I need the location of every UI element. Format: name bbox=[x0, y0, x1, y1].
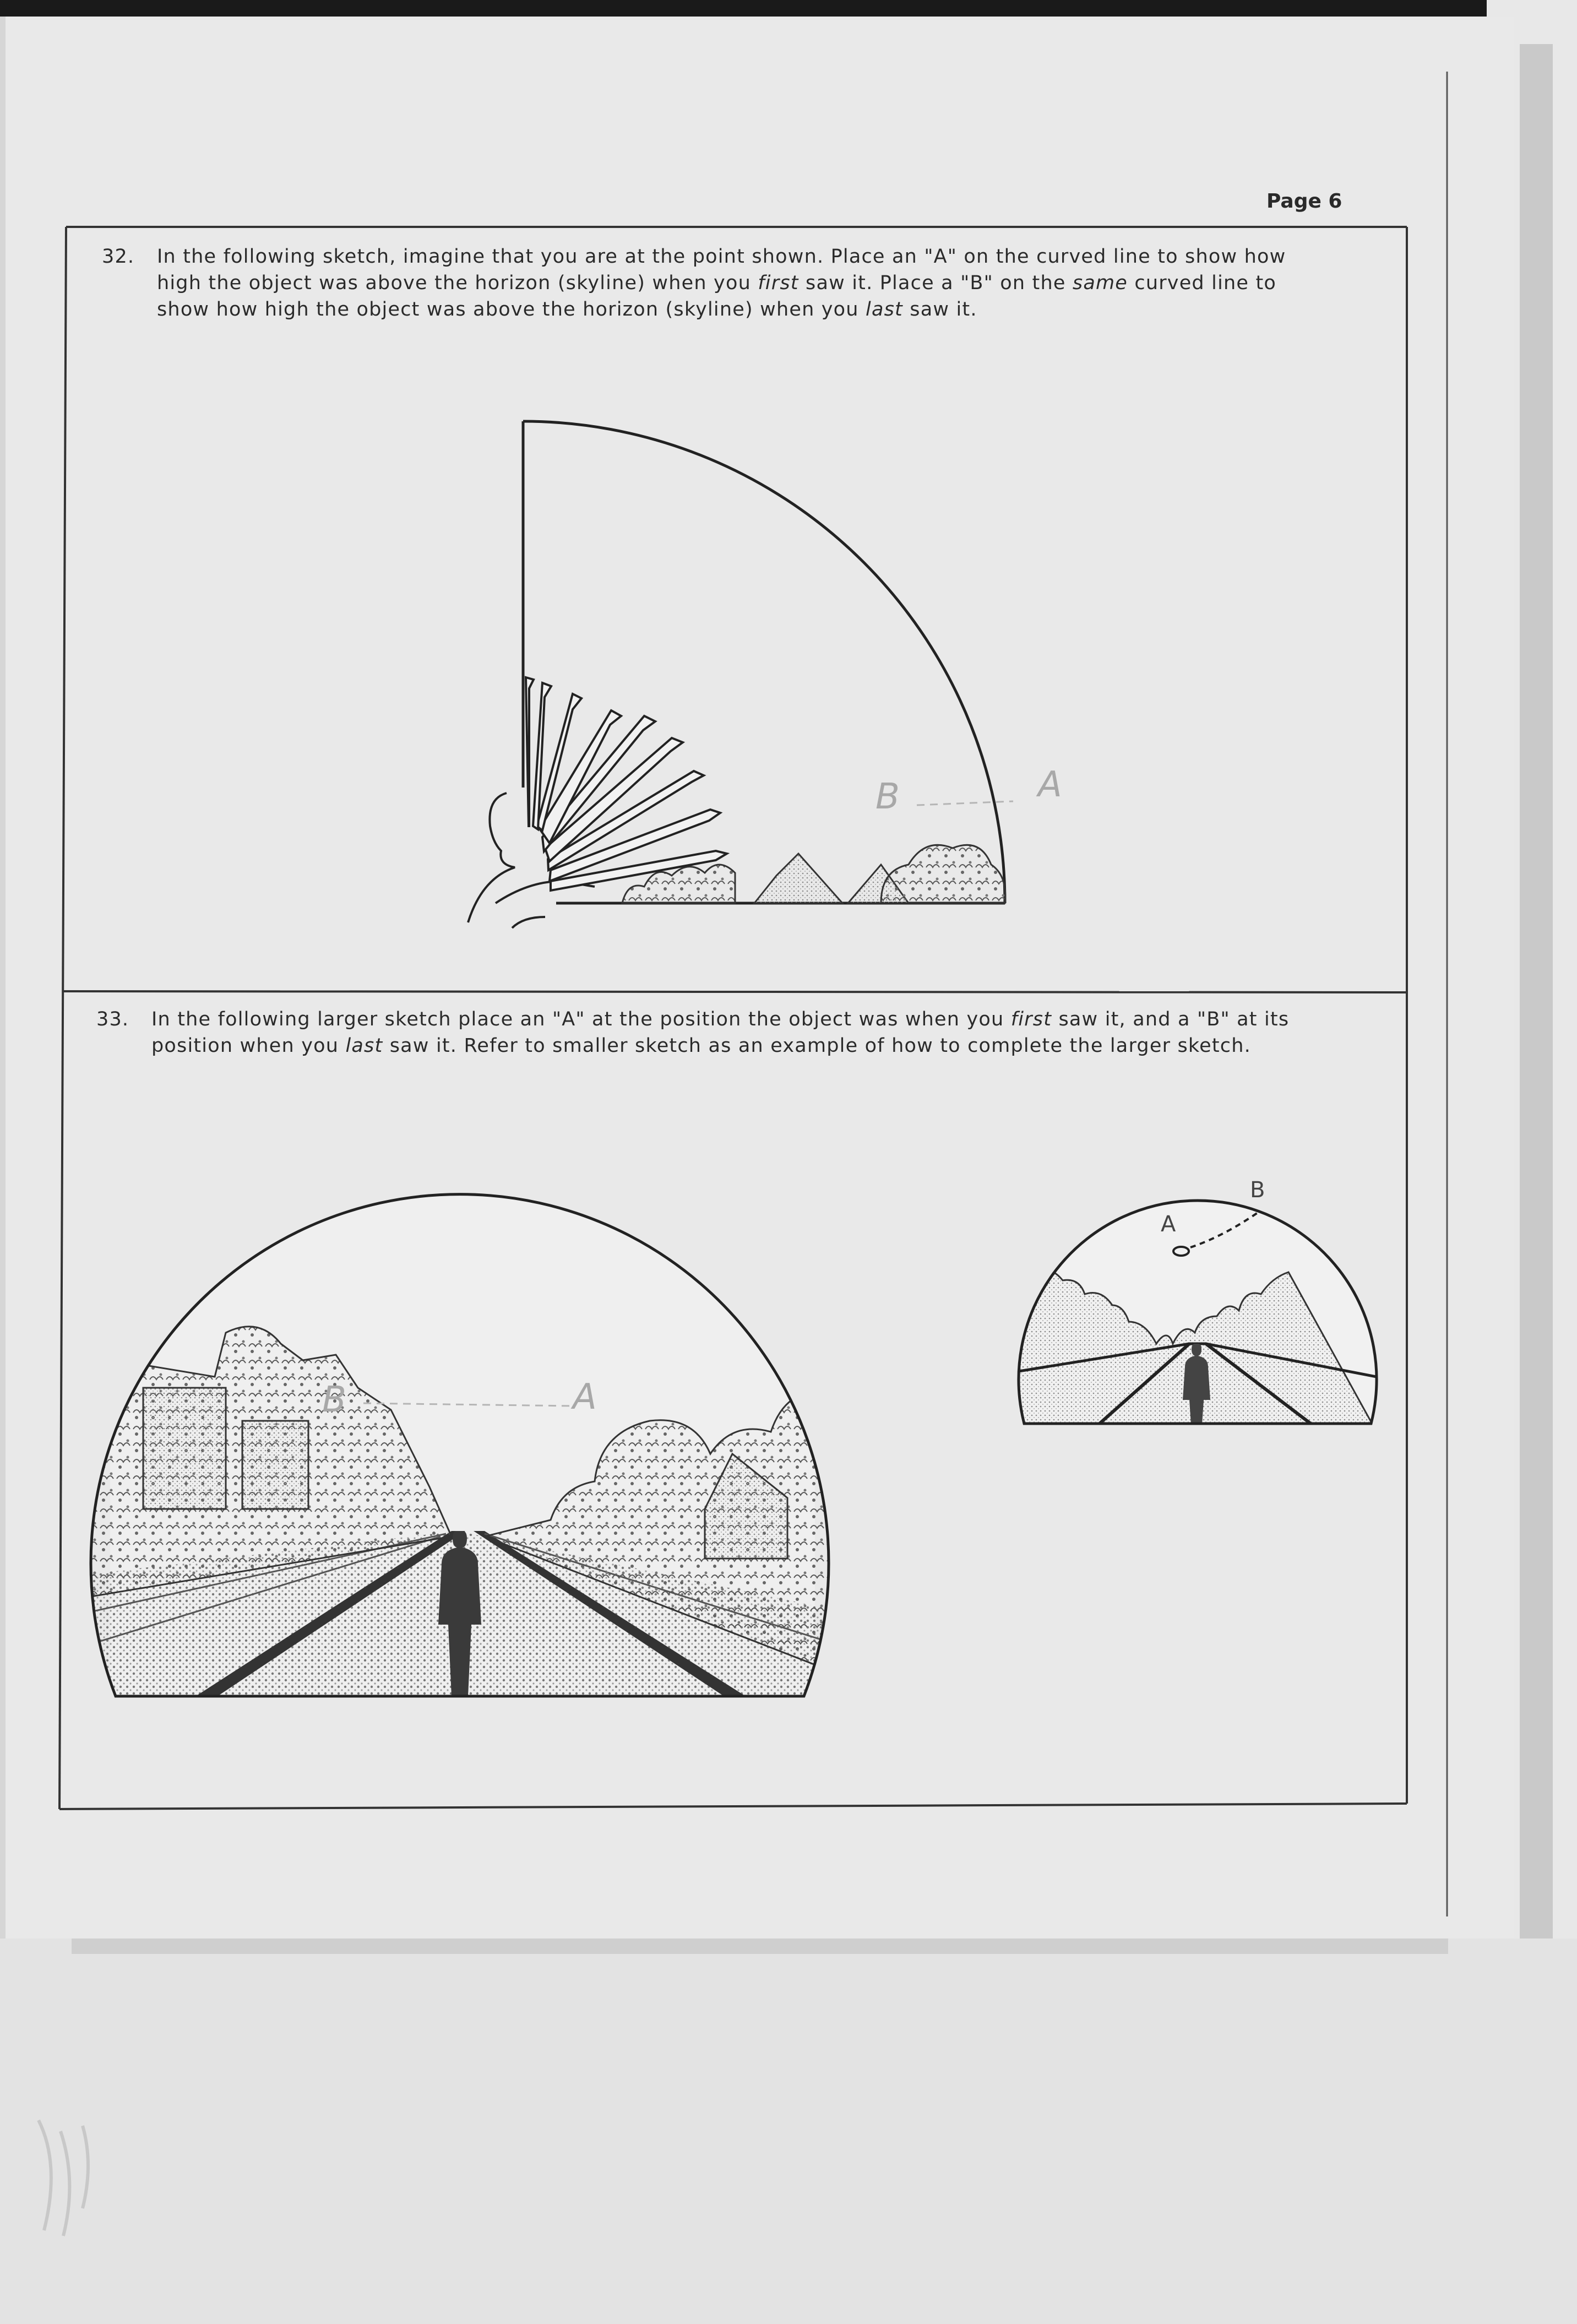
question-33-emphasis-last: last bbox=[345, 1035, 383, 1057]
question-32-emphasis-first: first bbox=[758, 272, 799, 294]
question-32-emphasis-same: same bbox=[1072, 272, 1128, 294]
question-33-line-1b: saw it, and a "B" at its bbox=[1052, 1008, 1290, 1030]
question-32-line-2a: high the object was above the horizon (skyline) when you bbox=[157, 272, 758, 294]
question-33-line-2b: saw it. Refer to smaller sketch as an example of how to complete the larger sketch. bbox=[383, 1035, 1251, 1057]
example-label-b: B bbox=[1250, 1177, 1265, 1203]
question-33-line-2a: position when you bbox=[151, 1035, 346, 1057]
question-33-number: 33. bbox=[96, 1008, 129, 1030]
question-33-line-1a: In the following larger sketch place an "A" at the position the object was when you bbox=[151, 1008, 1011, 1030]
question-32-number: 32. bbox=[102, 246, 135, 268]
question-32-line-3b: saw it. bbox=[902, 298, 977, 321]
example-label-a: A bbox=[1161, 1212, 1176, 1237]
question-32-line-1: In the following sketch, imagine that you are at the point shown. Place an "A" on the curved line to show how bbox=[157, 246, 1286, 268]
question-32-line-3a: show how high the object was above the horizon (skyline) when you bbox=[157, 298, 866, 321]
q33-handwritten-b: B bbox=[322, 1380, 346, 1420]
q32-handwritten-b: B bbox=[875, 777, 900, 817]
question-32-line-2c: curved line to bbox=[1128, 272, 1277, 294]
page-number: Page 6 bbox=[1266, 190, 1342, 213]
q33-handwritten-a: A bbox=[573, 1377, 597, 1418]
question-32-line-2b: saw it. Place a "B" on the bbox=[798, 272, 1073, 294]
q32-handwritten-a: A bbox=[1038, 764, 1062, 805]
question-32 bbox=[102, 243, 1379, 323]
question-33-emphasis-first: first bbox=[1010, 1008, 1052, 1030]
question-33 bbox=[96, 1006, 1396, 1059]
question-32-emphasis-last: last bbox=[866, 298, 903, 321]
